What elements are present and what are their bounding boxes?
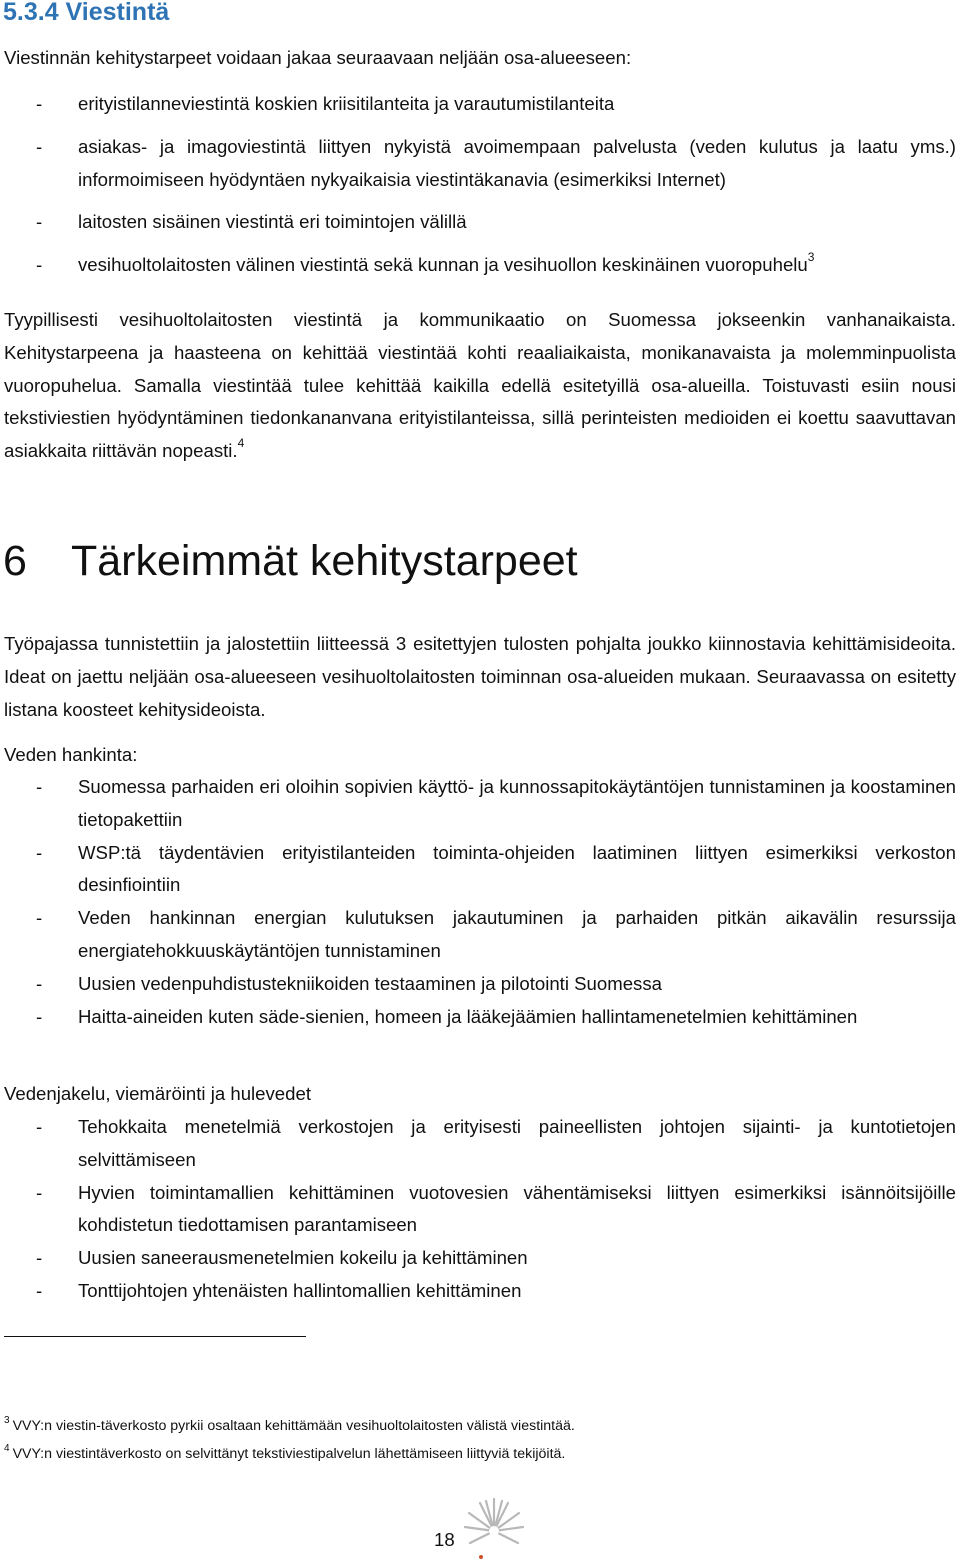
list-item [0,1275,960,1308]
group-title-water-supply: Veden hankinta: [4,744,138,765]
list-item [0,1001,960,1034]
list-item [0,249,960,282]
communication-areas-list [0,88,960,282]
list-item-text: Uusien saneerausmenetelmien kokeilu ja kehittäminen [78,1247,528,1269]
list-item [0,902,960,968]
list-item-text: erityistilanneviestintä koskien kriisitilanteita ja varautumistilanteita [78,93,615,114]
footnote-mark: 3 [4,1415,10,1426]
footnote-text: VVY:n viestintäverkosto on selvittänyt tekstiviestipalvelun lähettämiseen liittyviä tekijöitä. [12,1446,566,1462]
list-item-text: laitosten sisäinen viestintä eri toimintojen välillä [78,211,467,233]
footnote-divider [4,1336,306,1337]
list-dash: - [36,1005,43,1027]
page-number: 18 [434,1529,455,1550]
section-intro: Viestinnän kehitystarpeet voidaan jakaa seuraavaan neljään osa-alueeseen: [4,47,632,68]
list-dash: - [36,1181,43,1203]
chapter-number: 6 [3,537,27,585]
list-item-text: Hyvien toimintamallien kehittäminen vuotovesien vähentämiseksi liittyen esimerkiksi isännöitsijöille kohdistetun tiedottamisen parantamiseen [78,1181,956,1236]
list-dash: - [36,135,43,157]
water-supply-list [0,771,960,1033]
list-item-text: WSP:tä täydentävien erityistilanteiden toiminta-ohjeiden laatiminen liittyen esimerkiksi verkoston desinfiointiin [78,841,956,896]
list-dash: - [36,1279,43,1301]
list-item-text: asiakas- ja imagoviestintä liittyen nykyistä avoimempaan palvelusta (veden kulutus ja laatu yms.) informoimiseen hyödyntäen nykyaikaisia viestintäkanavia (esimerkiksi Internet) [78,135,956,190]
list-item [0,131,960,197]
list-dash: - [36,254,43,276]
chapter-title: Tärkeimmät kehitystarpeet [71,537,578,585]
footnote-reference: 3 [807,250,815,265]
paragraph-text: Tyypillisesti vesihuoltolaitosten viestintä ja kommunikaatio on Suomessa jokseenkin vanhanaikaista. Kehitystarpeena ja haasteena on kehittää viestintää kohti reaaliaikaista, monikanavaista ja molemminpuolista vuoropuhelua. Samalla viestintää tulee kehittää kaikilla edellä esitetyillä osa-alueilla. Toistuvasti esiin nousi tekstiviestien hyödyntäminen tiedonkananvana erityistilanteissa, sillä perinteisten medioiden ei koettu saavuttavan asiakkaita riittävän nopeasti. [4,309,956,462]
list-dash: - [36,841,43,863]
list-item [0,837,960,903]
list-item [0,771,960,837]
list-dash: - [36,1116,43,1137]
list-dash: - [36,776,43,797]
list-item [0,1111,960,1177]
list-item [0,1177,960,1243]
list-dash: - [36,211,43,233]
list-dash: - [36,93,43,114]
list-item-text: Suomessa parhaiden eri oloihin sopivien käyttö- ja kunnossapitokäytäntöjen tunnistaminen ja koostaminen tietopakettiin [78,776,956,830]
list-item [0,88,960,121]
chapter-heading [3,531,578,591]
list-item [0,206,960,239]
list-item-text: Uusien vedenpuhdistustekniikoiden testaaminen ja pilotointi Suomessa [78,972,662,994]
footnote-reference: 4 [237,436,245,451]
list-dash: - [36,972,43,994]
list-item-text: vesihuoltolaitosten välinen viestintä sekä kunnan ja vesihuollon keskinäinen vuoropuhelu [78,254,808,276]
distribution-list [0,1111,960,1308]
list-item-text: Haitta-aineiden kuten säde-sienien, homeen ja lääkejäämien hallintamenetelmien kehittäminen [78,1005,858,1027]
list-item [0,968,960,1001]
sunburst-logo-icon [462,1495,526,1559]
list-dash: - [36,907,43,929]
section-heading: 5.3.4 Viestintä [3,0,170,26]
list-dash: - [36,1247,43,1269]
footnote-mark: 4 [4,1443,10,1454]
footnote-4 [4,1444,565,1464]
group-title-distribution: Vedenjakelu, viemäröinti ja hulevedet [4,1083,311,1104]
list-item [0,1242,960,1275]
list-item-text: Tehokkaita menetelmiä verkostojen ja erityisesti paineellisten johtojen sijainti- ja kuntotietojen selvittämiseen [78,1116,956,1170]
chapter-intro: Työpajassa tunnistettiin ja jalostettiin liitteessä 3 esitettyjen tulosten pohjalta joukko kiinnostavia kehittämisideoita. Ideat on jaettu neljään osa-alueeseen vesihuoltolaitosten toiminnan osa-alueiden mukaan. Seuraavassa on esitetty listana koosteet kehitysideoista. [4,633,956,720]
section-paragraph [4,304,956,468]
footnote-3 [4,1416,575,1436]
sunburst-logo-graphic [462,1495,526,1559]
list-item-text: Veden hankinnan energian kulutuksen jakautuminen ja parhaiden pitkän aikavälin resurssija energiatehokkuuskäytäntöjen tunnistaminen [78,907,956,961]
footnote-text: VVY:n viestin-täverkosto pyrkii osaltaan kehittämään vesihuoltolaitosten välistä viestintää. [12,1418,575,1434]
list-item-text: Tonttijohtojen yhtenäisten hallintomallien kehittäminen [78,1279,522,1301]
